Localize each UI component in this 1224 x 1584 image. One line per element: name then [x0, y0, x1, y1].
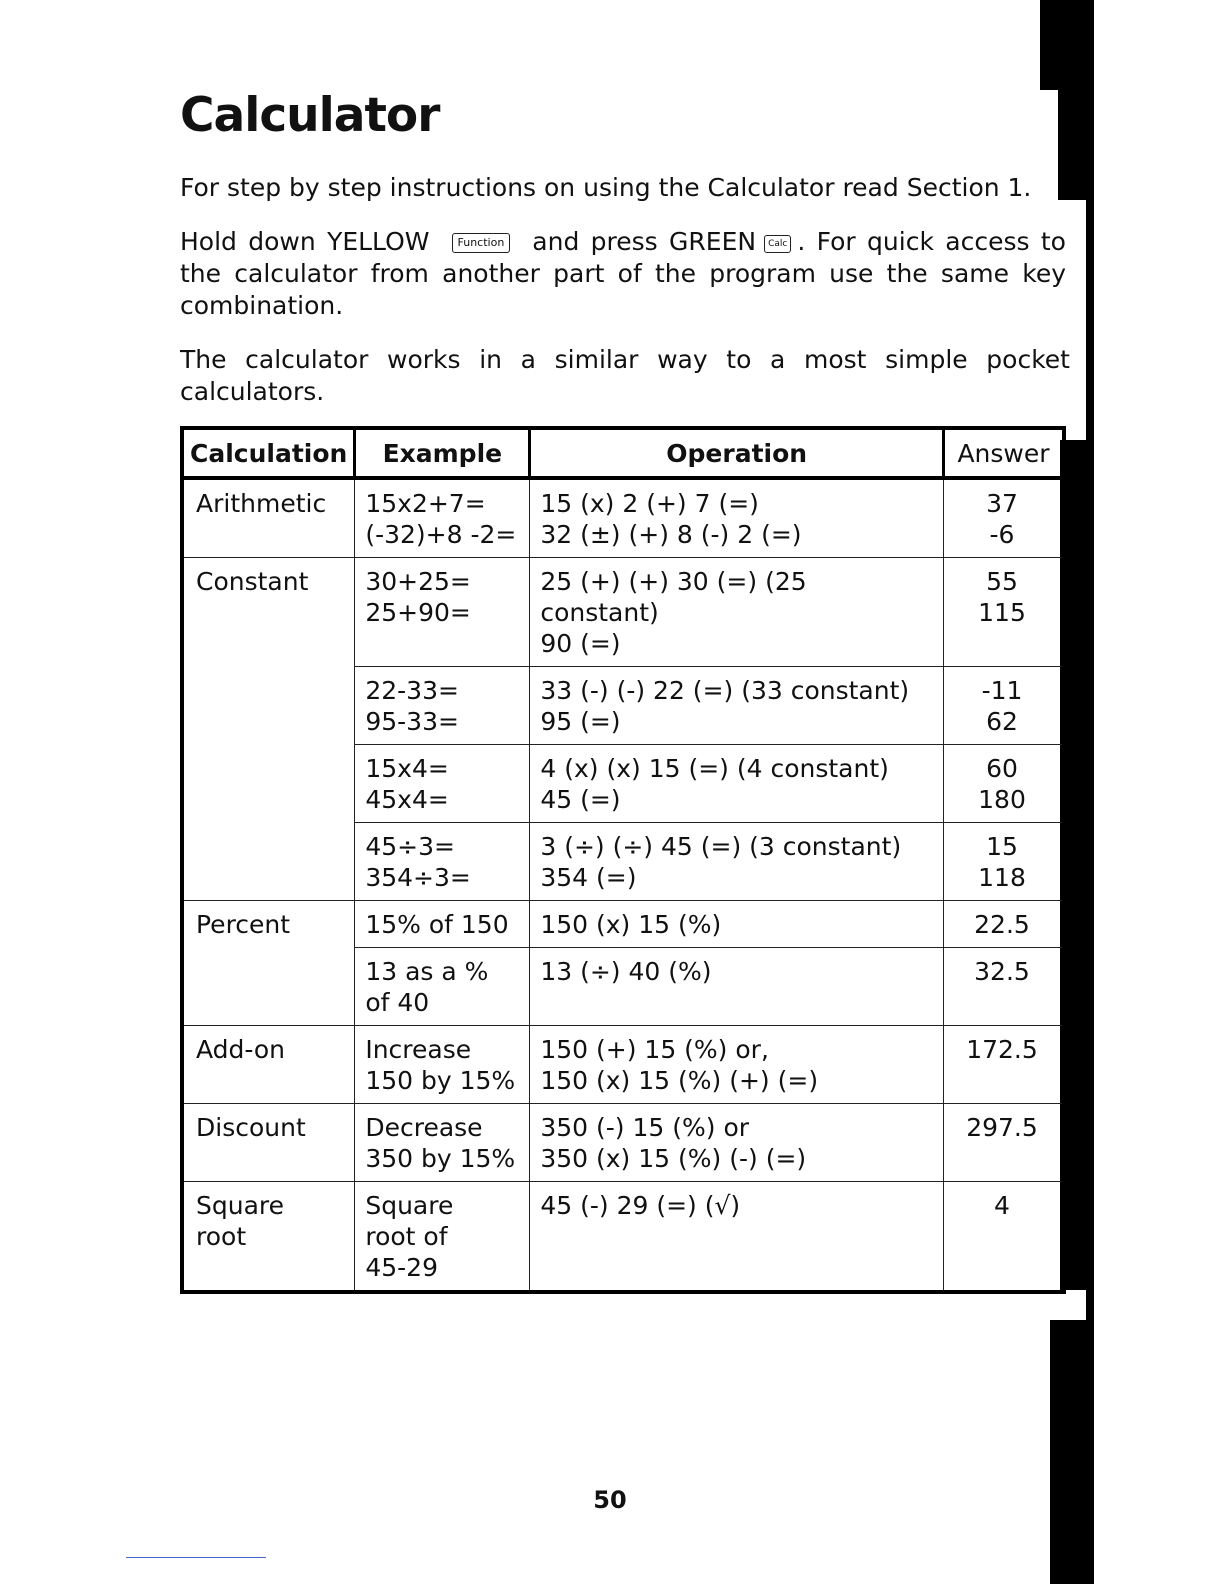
table-row: [182, 667, 1064, 745]
category-cell: [182, 667, 355, 745]
example-cell: [355, 823, 530, 901]
operation-cell: [530, 1182, 944, 1293]
example-cell-line: 15x2+7=: [365, 489, 486, 518]
table-row: [182, 823, 1064, 901]
answer-cell: [944, 901, 1065, 948]
answer-cell-line: 32.5: [974, 957, 1030, 986]
operation-cell-line: 32 (±) (+) 8 (-) 2 (=): [540, 520, 802, 549]
answer-cell-line: 172.5: [966, 1035, 1038, 1064]
header-example: Example: [355, 428, 530, 478]
table-row: [182, 478, 1064, 558]
answer-cell: [944, 1104, 1065, 1182]
example-cell-line: Square: [365, 1191, 454, 1220]
operation-cell: [530, 667, 944, 745]
operation-cell-line: 4 (x) (x) 15 (=) (4 constant): [540, 754, 889, 783]
category-cell: [182, 823, 355, 901]
example-cell-line: 150 by 15%: [365, 1066, 516, 1095]
answer-cell-line: -6: [989, 520, 1015, 549]
operation-cell-line: 150 (x) 15 (%): [540, 910, 722, 939]
example-cell-line: 22-33=: [365, 676, 459, 705]
category-cell: [182, 901, 355, 948]
operation-cell: [530, 948, 944, 1026]
answer-cell-line: 115: [978, 598, 1026, 627]
example-cell: [355, 667, 530, 745]
category-label: Discount: [196, 1113, 306, 1142]
example-cell: [355, 1182, 530, 1293]
example-cell: [355, 948, 530, 1026]
operation-cell-line: 15 (x) 2 (+) 7 (=): [540, 489, 759, 518]
operation-cell-line: 350 (-) 15 (%) or: [540, 1113, 750, 1142]
answer-cell-line: 4: [994, 1191, 1010, 1220]
instructions-text: [180, 226, 1066, 322]
table-row: [182, 1104, 1064, 1182]
table-row: [182, 558, 1064, 667]
example-cell-line: 15% of 150: [365, 910, 509, 939]
example-cell-line: of 40: [365, 988, 430, 1017]
category-label: Square: [196, 1191, 285, 1220]
category-cell: [182, 745, 355, 823]
answer-cell: [944, 667, 1065, 745]
operation-cell: [530, 478, 944, 558]
example-cell-line: 354÷3=: [365, 863, 471, 892]
header-operation: Operation: [530, 428, 944, 478]
example-cell-line: Increase: [365, 1035, 472, 1064]
header-calculation: Calculation: [182, 428, 355, 478]
instructions-part3: . For quick access to the calculator from another part of the program use the same key combination.: [180, 227, 1066, 320]
operation-cell: [530, 901, 944, 948]
calc-key-icon: Calc: [764, 235, 791, 253]
operation-cell-line: 33 (-) (-) 22 (=) (33 constant): [540, 676, 910, 705]
example-cell: [355, 1026, 530, 1104]
category-cell: [182, 948, 355, 1026]
answer-cell-line: 22.5: [974, 910, 1030, 939]
answer-cell: [944, 823, 1065, 901]
example-cell: [355, 745, 530, 823]
category-label: Add-on: [196, 1035, 286, 1064]
answer-cell: [944, 1026, 1065, 1104]
example-cell-line: Decrease: [365, 1113, 483, 1142]
answer-cell-line: 37: [986, 489, 1018, 518]
operation-cell-line: 90 (=): [540, 629, 621, 658]
operation-cell-line: 150 (+) 15 (%) or,: [540, 1035, 769, 1064]
scan-artifact-line: [126, 1557, 266, 1558]
table-row: [182, 1026, 1064, 1104]
example-cell-line: 30+25=: [365, 567, 471, 596]
answer-cell-line: 55: [986, 567, 1018, 596]
instructions-part1: Hold down YELLOW: [180, 227, 430, 256]
example-cell: [355, 478, 530, 558]
example-cell-line: 45x4=: [365, 785, 449, 814]
answer-cell: [944, 478, 1065, 558]
operation-cell-line: 45 (=): [540, 785, 621, 814]
example-cell-line: root of: [365, 1222, 448, 1251]
intro-text: For step by step instructions on using the Calculator read Section 1.: [180, 173, 1032, 202]
answer-cell: [944, 1182, 1065, 1293]
answer-cell-line: 297.5: [966, 1113, 1038, 1142]
category-label: Constant: [196, 567, 309, 596]
example-cell-line: 25+90=: [365, 598, 471, 627]
category-cell: [182, 478, 355, 558]
category-label: Percent: [196, 910, 291, 939]
operation-cell-line: 350 (x) 15 (%) (-) (=): [540, 1144, 807, 1173]
table-header-row: [182, 428, 1064, 478]
scan-margin-shadow: [1040, 0, 1094, 90]
category-label: root: [196, 1222, 247, 1251]
operation-cell-line: 3 (÷) (÷) 45 (=) (3 constant): [540, 832, 902, 861]
table-row: [182, 948, 1064, 1026]
scan-margin-shadow: [1050, 1320, 1094, 1584]
note-text: The calculator works in a similar way to a most simple pocket calculators.: [180, 345, 1070, 406]
example-cell-line: (-32)+8 -2=: [365, 520, 517, 549]
operation-cell: [530, 1026, 944, 1104]
example-cell-line: 350 by 15%: [365, 1144, 516, 1173]
example-cell-line: 45÷3=: [365, 832, 455, 861]
operation-cell-line: 150 (x) 15 (%) (+) (=): [540, 1066, 819, 1095]
category-cell: [182, 1104, 355, 1182]
operation-cell: [530, 745, 944, 823]
answer-cell: [944, 948, 1065, 1026]
answer-cell-line: 60: [986, 754, 1018, 783]
operation-cell-line: 95 (=): [540, 707, 621, 736]
example-cell: [355, 901, 530, 948]
operation-cell: [530, 558, 944, 667]
operation-cell-line: 354 (=): [540, 863, 637, 892]
answer-cell-line: 180: [978, 785, 1026, 814]
category-cell: [182, 558, 355, 667]
calculation-table: [180, 426, 1066, 1294]
header-answer: Answer: [944, 428, 1065, 478]
answer-cell-line: 62: [986, 707, 1018, 736]
operation-cell-line: 25 (+) (+) 30 (=) (25 constant): [540, 567, 807, 627]
example-cell: [355, 558, 530, 667]
answer-cell: [944, 558, 1065, 667]
operation-cell-line: 45 (-) 29 (=) (√): [540, 1191, 741, 1220]
answer-cell: [944, 745, 1065, 823]
example-cell-line: 45-29: [365, 1253, 438, 1282]
example-cell-line: 15x4=: [365, 754, 449, 783]
operation-cell: [530, 1104, 944, 1182]
function-key-icon: Function: [452, 233, 511, 253]
table-body: [182, 478, 1064, 1292]
operation-cell: [530, 823, 944, 901]
page-number: 50: [593, 1486, 627, 1514]
example-cell: [355, 1104, 530, 1182]
answer-cell-line: 15: [986, 832, 1018, 861]
example-cell-line: 95-33=: [365, 707, 459, 736]
operation-cell-line: 13 (÷) 40 (%): [540, 957, 712, 986]
table-row: [182, 1182, 1064, 1293]
answer-cell-line: 118: [978, 863, 1026, 892]
category-cell: [182, 1026, 355, 1104]
table-row: [182, 901, 1064, 948]
category-label: Arithmetic: [196, 489, 327, 518]
answer-cell-line: -11: [981, 676, 1023, 705]
instructions-part2: and press GREEN: [532, 227, 757, 256]
example-cell-line: 13 as a %: [365, 957, 489, 986]
page-title: Calculator: [180, 88, 440, 143]
table-row: [182, 745, 1064, 823]
category-cell: [182, 1182, 355, 1293]
